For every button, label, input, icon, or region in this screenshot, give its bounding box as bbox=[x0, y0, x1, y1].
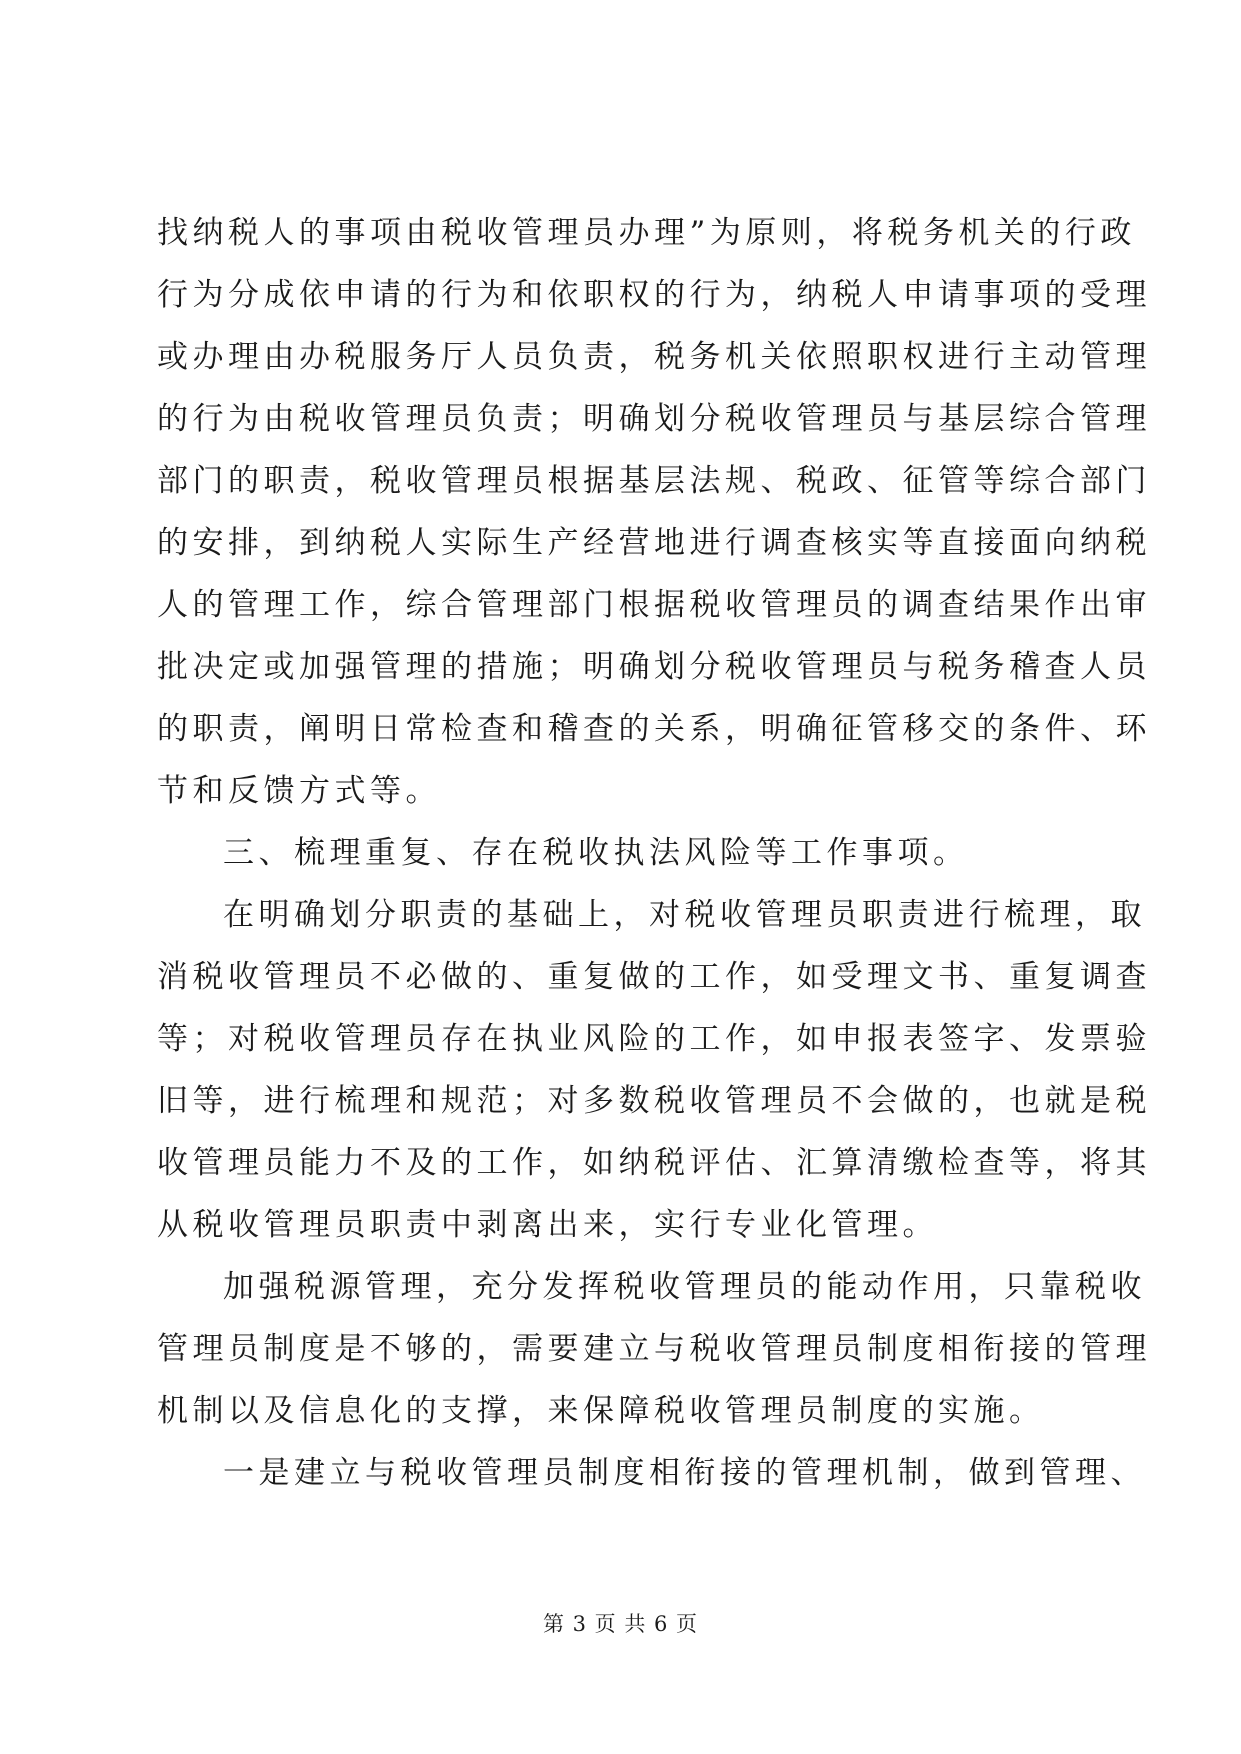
text-line: 机制以及信息化的支撑，来保障税收管理员制度的实施。 bbox=[157, 1393, 1045, 1429]
text-line: 的职责，阐明日常检查和稽查的关系，明确征管移交的条件、环 bbox=[157, 711, 1151, 747]
text-line: 找纳税人的事项由税收管理员办理”为原则，将税务机关的行政 bbox=[157, 215, 1136, 251]
text-line: 消税收管理员不必做的、重复做的工作，如受理文书、重复调查 bbox=[157, 959, 1151, 995]
text-line: 节和反馈方式等。 bbox=[157, 773, 441, 809]
text-line: 等；对税收管理员存在执业风险的工作，如申报表签字、发票验 bbox=[157, 1021, 1151, 1057]
text-line: 的行为由税收管理员负责；明确划分税收管理员与基层综合管理 bbox=[157, 401, 1151, 437]
text-line: 在明确划分职责的基础上，对税收管理员职责进行梳理，取 bbox=[223, 897, 1146, 933]
text-line: 行为分成依申请的行为和依职权的行为，纳税人申请事项的受理 bbox=[157, 277, 1151, 313]
section-heading: 三、梳理重复、存在税收执法风险等工作事项。 bbox=[223, 835, 969, 871]
text-line: 的安排，到纳税人实际生产经营地进行调查核实等直接面向纳税 bbox=[157, 525, 1151, 561]
text-line: 人的管理工作，综合管理部门根据税收管理员的调查结果作出审 bbox=[157, 587, 1151, 623]
text-line: 管理员制度是不够的，需要建立与税收管理员制度相衔接的管理 bbox=[157, 1331, 1151, 1367]
text-line: 收管理员能力不及的工作，如纳税评估、汇算清缴检查等，将其 bbox=[157, 1145, 1151, 1181]
text-line: 部门的职责，税收管理员根据基层法规、税政、征管等综合部门 bbox=[157, 463, 1151, 499]
text-line: 一是建立与税收管理员制度相衔接的管理机制，做到管理、 bbox=[223, 1455, 1146, 1491]
text-line: 批决定或加强管理的措施；明确划分税收管理员与税务稽查人员 bbox=[157, 649, 1151, 685]
text-line: 从税收管理员职责中剥离出来，实行专业化管理。 bbox=[157, 1207, 938, 1243]
page-number-footer: 第 3 页 共 6 页 bbox=[542, 1612, 699, 1636]
text-line: 加强税源管理，充分发挥税收管理员的能动作用，只靠税收 bbox=[223, 1269, 1146, 1305]
text-line: 旧等，进行梳理和规范；对多数税收管理员不会做的，也就是税 bbox=[157, 1083, 1151, 1119]
text-line: 或办理由办税服务厅人员负责，税务机关依照职权进行主动管理 bbox=[157, 339, 1151, 375]
document-body bbox=[157, 202, 1151, 1504]
